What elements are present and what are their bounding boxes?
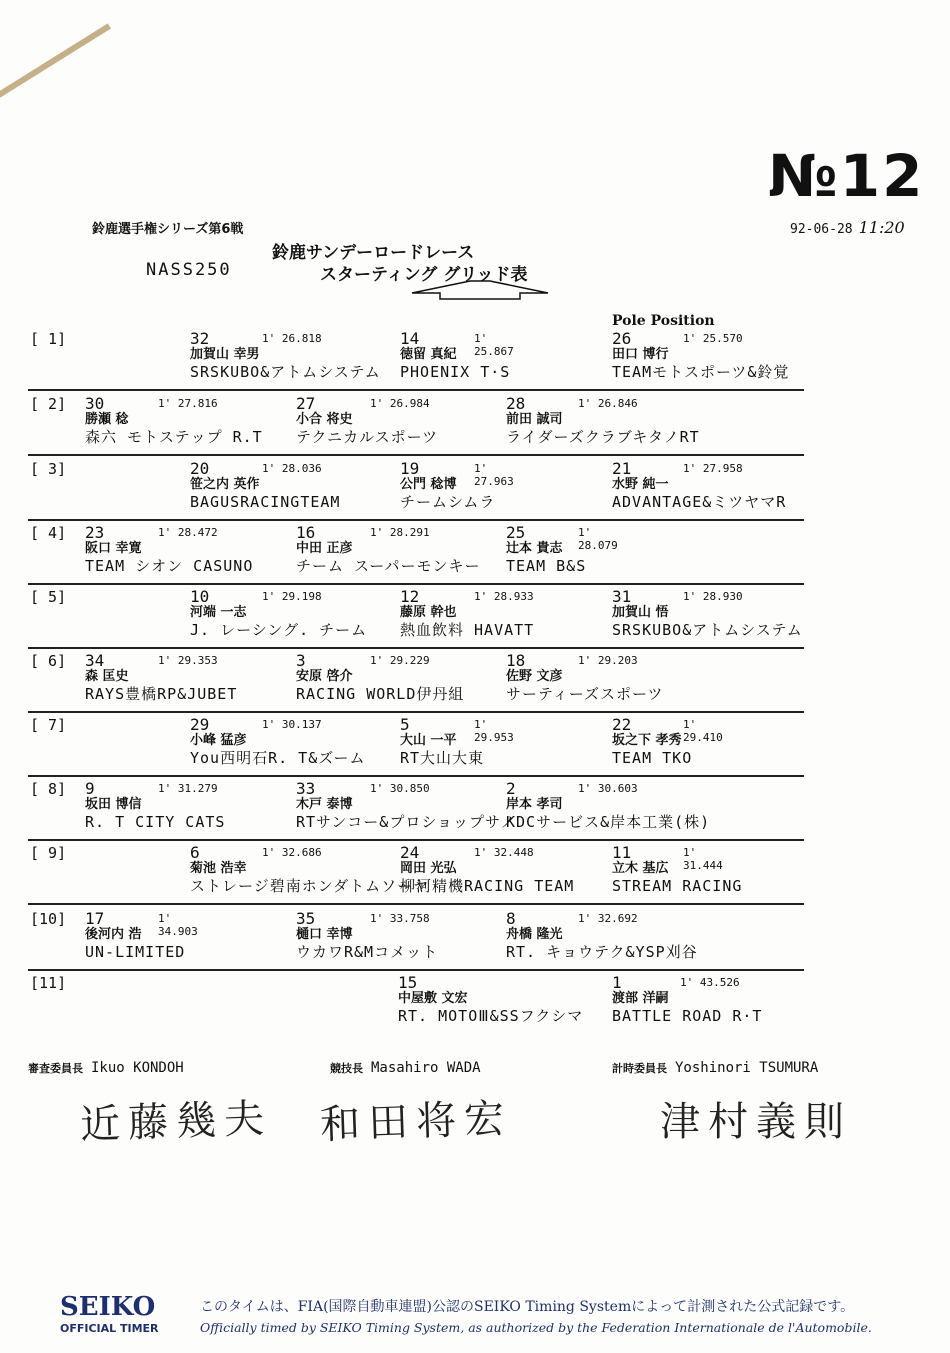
grid-entry	[85, 780, 225, 832]
car-number: 22	[612, 715, 632, 734]
lap-time: 1' 28.472	[158, 526, 218, 539]
car-number: 32	[190, 329, 210, 348]
car-number: 19	[400, 459, 420, 478]
row-label: [ 9]	[30, 844, 67, 862]
lap-time: 1' 27.816	[158, 397, 218, 410]
grid-row	[0, 330, 950, 392]
car-number: 6	[190, 843, 200, 862]
lap-time: 1' 30.137	[262, 718, 322, 731]
event-title: 鈴鹿サンデーロードレース	[272, 243, 475, 263]
driver-name: 佐野 文彦	[506, 669, 563, 684]
race-class: NASS250	[146, 260, 232, 280]
car-number: 25	[506, 523, 526, 542]
driver-name: 阪口 幸寛	[85, 541, 142, 556]
driver-name: 藤原 幹也	[400, 605, 457, 620]
grid-entry	[190, 716, 366, 768]
driver-name: 加賀山 幸男	[190, 347, 260, 362]
grid-entry	[506, 652, 663, 704]
grid-entry	[190, 460, 340, 512]
row-divider	[28, 775, 804, 777]
grid-entry	[190, 330, 381, 382]
row-divider	[28, 519, 804, 521]
pole-position-label: Pole Position	[612, 313, 715, 329]
team-name: SRSKUBO&アトムシステム	[190, 363, 381, 381]
lap-time: 1' 27.963	[474, 462, 514, 488]
grid-row	[0, 780, 950, 842]
row-label: [ 3]	[30, 460, 67, 478]
time-handwritten: 11:20	[858, 218, 905, 237]
grid-entry	[506, 523, 618, 576]
driver-name: 大山 一平	[400, 733, 457, 748]
grid-title: スターティング グリッド表	[320, 265, 528, 285]
lap-time: 1' 29.203	[578, 654, 638, 667]
date: 92-06-28	[790, 222, 853, 237]
team-name: R. T CITY CATS	[85, 813, 226, 831]
driver-name: 前田 誠司	[506, 412, 563, 427]
row-label: [ 4]	[30, 524, 67, 542]
car-number: 35	[296, 909, 316, 928]
car-number: 20	[190, 459, 210, 478]
team-name: RACING WORLD伊丹組	[296, 685, 465, 703]
driver-name: 渡部 洋嗣	[612, 991, 669, 1006]
car-number: 16	[296, 523, 316, 542]
team-name: J. レーシング. チーム	[190, 621, 368, 639]
team-name: チームシムラ	[400, 493, 496, 511]
team-name: 森六 モトステップ R.T	[85, 428, 263, 446]
grid-entry	[85, 652, 237, 704]
grid-entry	[190, 588, 367, 640]
driver-name: 岡田 光弘	[400, 861, 457, 876]
lap-time: 1' 25.867	[474, 332, 514, 358]
car-number: 30	[85, 394, 105, 413]
team-name: ADVANTAGE&ミツヤマR	[612, 493, 787, 511]
lap-time: 1' 26.846	[578, 397, 638, 410]
official-role: 審査委員長	[28, 1062, 83, 1075]
car-number: 26	[612, 329, 632, 348]
lap-time: 1' 33.758	[370, 912, 430, 925]
official-signature: 津村義則	[660, 1099, 852, 1145]
car-number: 17	[85, 909, 105, 928]
footer-english-note: Officially timed by SEIKO Timing System, as authorized by the Federation Internationale de l'Automobile.	[200, 1320, 872, 1335]
date-stamp	[790, 218, 905, 237]
grid-entry	[506, 780, 710, 832]
grid-entry	[506, 395, 700, 447]
row-label: [10]	[30, 910, 67, 928]
row-divider	[28, 711, 804, 713]
official-role: 計時委員長	[612, 1062, 667, 1075]
driver-name: 坂之下 孝秀	[612, 733, 682, 748]
car-number: 24	[400, 843, 420, 862]
driver-name: 水野 純一	[612, 477, 669, 492]
team-name: RT大山大東	[400, 749, 485, 767]
driver-name: 田口 博行	[612, 347, 669, 362]
grid-entry	[612, 460, 786, 512]
official-signature: 和田将宏	[319, 1095, 513, 1149]
driver-name: 加賀山 悟	[612, 605, 669, 620]
lap-time: 1' 27.958	[683, 462, 743, 475]
team-name: RT. キョウテク&YSP刈谷	[506, 943, 698, 961]
footer-japanese-note: このタイムは、FIA(国際自動車連盟)公認のSEIKO Timing Systemによって計測された公式記録です。	[200, 1299, 855, 1315]
lap-time: 1' 29.953	[474, 718, 514, 744]
lap-time: 1' 32.692	[578, 912, 638, 925]
lap-time: 1' 31.444	[683, 846, 723, 872]
official-timer-label: OFFICIAL TIMER	[60, 1322, 159, 1335]
car-number: 29	[190, 715, 210, 734]
row-label: [11]	[30, 974, 67, 992]
team-name: サーティーズスポーツ	[506, 685, 664, 703]
lap-time: 1' 28.036	[262, 462, 322, 475]
driver-name: 笹之内 英作	[190, 477, 260, 492]
car-number: 12	[400, 587, 420, 606]
grid-row	[0, 460, 950, 522]
grid-row	[0, 974, 950, 1036]
driver-name: 樋口 幸博	[296, 927, 353, 942]
grid-entry	[612, 974, 762, 1026]
car-number: 21	[612, 459, 632, 478]
driver-name: 中屋敷 文宏	[398, 991, 468, 1006]
car-number: 27	[296, 394, 316, 413]
lap-time: 1' 34.903	[158, 912, 198, 938]
grid-entry	[85, 395, 263, 447]
lap-time: 1' 26.818	[262, 332, 322, 345]
row-divider	[28, 647, 804, 649]
grid-row	[0, 716, 950, 778]
grid-entry	[85, 909, 198, 962]
lap-time: 1' 28.930	[683, 590, 743, 603]
official-name: Masahiro WADA	[371, 1060, 481, 1076]
grid-entry	[398, 974, 583, 1026]
lap-time: 1' 29.353	[158, 654, 218, 667]
driver-name: 菊池 浩幸	[190, 861, 247, 876]
row-label: [ 6]	[30, 652, 67, 670]
grid-row	[0, 395, 950, 457]
lap-time: 1' 43.526	[680, 976, 740, 989]
row-divider	[28, 583, 804, 585]
car-number: 10	[190, 587, 210, 606]
row-label: [ 7]	[30, 716, 67, 734]
car-number: 31	[612, 587, 632, 606]
grid-entry	[400, 588, 534, 640]
team-name: SRSKUBO&アトムシステム	[612, 621, 803, 639]
grid-entry	[190, 844, 429, 896]
team-name: TEAM TKO	[612, 749, 693, 767]
grid-entry	[400, 844, 574, 896]
car-number: 3	[296, 651, 306, 670]
official-entry	[612, 1060, 818, 1076]
car-number: 11	[612, 843, 632, 862]
driver-name: 木戸 泰博	[296, 797, 353, 812]
team-name: TEAM B&S	[506, 557, 587, 575]
team-name: 柳河精機RACING TEAM	[400, 877, 575, 895]
team-name: BATTLE ROAD R·T	[612, 1007, 763, 1025]
driver-name: 立木 基広	[612, 861, 669, 876]
lap-time: 1' 26.984	[370, 397, 430, 410]
grid-row	[0, 652, 950, 714]
grid-entry	[612, 715, 723, 768]
lap-time: 1' 32.448	[474, 846, 534, 859]
lap-time: 1' 25.570	[683, 332, 743, 345]
official-role: 競技長	[330, 1062, 363, 1075]
grid-entry	[612, 330, 789, 382]
grid-entry	[400, 329, 514, 382]
driver-name: 公門 稔博	[400, 477, 457, 492]
car-number: 14	[400, 329, 420, 348]
row-divider	[28, 839, 804, 841]
driver-name: 小合 将史	[296, 412, 353, 427]
lap-time: 1' 28.933	[474, 590, 534, 603]
row-divider	[28, 389, 804, 391]
document-number: №12	[768, 142, 925, 210]
row-divider	[28, 454, 804, 456]
grid-row	[0, 524, 950, 586]
driver-name: 小峰 猛彦	[190, 733, 247, 748]
team-name: RTサンコー&プロショップサノ	[296, 813, 516, 831]
direction-arrow-icon	[410, 279, 550, 301]
driver-name: 後河内 浩	[85, 927, 142, 942]
car-number: 34	[85, 651, 105, 670]
lap-time: 1' 29.198	[262, 590, 322, 603]
grid-entry	[612, 844, 742, 896]
row-label: [ 8]	[30, 780, 67, 798]
driver-name: 安原 啓介	[296, 669, 353, 684]
lap-time: 1' 29.229	[370, 654, 430, 667]
team-name: ライダーズクラブキタノRT	[506, 428, 700, 446]
team-name: ストレージ碧南ホンダトムソーヤ	[190, 877, 430, 895]
official-entry	[28, 1060, 184, 1076]
team-name: RT. MOTOⅢ&SSフクシマ	[398, 1007, 584, 1025]
series-title: 鈴鹿選手権シリーズ第6戦	[92, 222, 244, 237]
team-name: ウカワR&Mコメット	[296, 943, 439, 961]
grid-entry	[296, 780, 516, 832]
grid-row	[0, 844, 950, 906]
team-name: PHOENIX T·S	[400, 363, 511, 381]
car-number: 23	[85, 523, 105, 542]
driver-name: 森 匡史	[85, 669, 129, 684]
car-number: 9	[85, 779, 95, 798]
team-name: チーム スーパーモンキー	[296, 557, 481, 575]
official-name: Ikuo KONDOH	[91, 1060, 184, 1076]
grid-row	[0, 910, 950, 972]
row-divider	[28, 969, 804, 971]
car-number: 1	[612, 973, 622, 992]
driver-name: 坂田 博信	[85, 797, 142, 812]
car-number: 33	[296, 779, 316, 798]
driver-name: 中田 正彦	[296, 541, 353, 556]
row-label: [ 2]	[30, 395, 67, 413]
official-entry	[330, 1060, 481, 1076]
team-name: TEAMモトスポーツ&鈴覚	[612, 363, 790, 381]
official-name: Yoshinori TSUMURA	[675, 1060, 819, 1076]
row-label: [ 5]	[30, 588, 67, 606]
driver-name: 岸本 孝司	[506, 797, 563, 812]
row-label: [ 1]	[30, 330, 67, 348]
lap-time: 1' 30.850	[370, 782, 430, 795]
team-name: TEAM シオン CASUNO	[85, 557, 254, 575]
grid-entry	[296, 910, 438, 962]
grid-row	[0, 588, 950, 650]
lap-time: 1' 29.410	[683, 718, 723, 744]
team-name: You西明石R. T&ズーム	[190, 749, 366, 767]
row-divider	[28, 903, 804, 905]
team-name: BAGUSRACINGTEAM	[190, 493, 341, 511]
car-number: 5	[400, 715, 410, 734]
team-name: STREAM RACING	[612, 877, 743, 895]
grid-entry	[400, 715, 514, 768]
team-name: テクニカルスポーツ	[296, 428, 439, 446]
car-number: 2	[506, 779, 516, 798]
team-name: KDCサービス&岸本工業(株)	[506, 813, 711, 831]
driver-name: 河端 一志	[190, 605, 247, 620]
team-name: 熱血飲料 HAVATT	[400, 621, 535, 639]
grid-entry	[296, 652, 464, 704]
grid-entry	[296, 524, 481, 576]
grid-entry	[85, 524, 253, 576]
lap-time: 1' 28.291	[370, 526, 430, 539]
lap-time: 1' 28.079	[578, 526, 618, 552]
car-number: 18	[506, 651, 526, 670]
team-name: RAYS豊橋RP&JUBET	[85, 685, 238, 703]
seiko-logo: SEIKO	[60, 1292, 156, 1322]
car-number: 8	[506, 909, 516, 928]
lap-time: 1' 32.686	[262, 846, 322, 859]
driver-name: 勝瀬 稔	[85, 412, 129, 427]
car-number: 15	[398, 973, 418, 992]
grid-entry	[612, 588, 803, 640]
driver-name: 辻本 貴志	[506, 541, 563, 556]
lap-time: 1' 31.279	[158, 782, 218, 795]
team-name: UN-LIMITED	[85, 943, 186, 961]
driver-name: 徳留 真紀	[400, 347, 457, 362]
grid-entry	[296, 395, 438, 447]
paper-corner-fold	[0, 23, 111, 102]
grid-entry	[400, 459, 514, 512]
official-signature: 近藤幾夫	[79, 1095, 273, 1149]
driver-name: 舟橋 隆光	[506, 927, 563, 942]
grid-entry	[506, 910, 698, 962]
car-number: 28	[506, 394, 526, 413]
lap-time: 1' 30.603	[578, 782, 638, 795]
